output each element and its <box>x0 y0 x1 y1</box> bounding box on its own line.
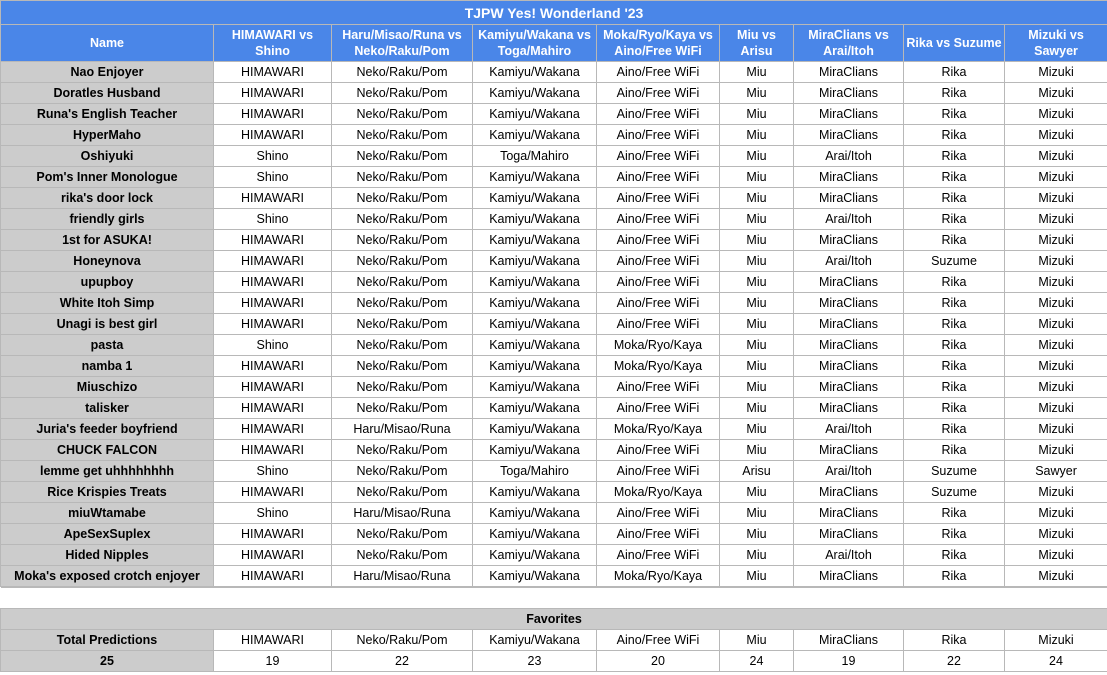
table-row <box>1 566 1107 587</box>
prediction-cell[interactable]: MiraClians <box>794 524 904 545</box>
prediction-cell[interactable]: HIMAWARI <box>214 83 332 104</box>
total-predictions-count[interactable]: 25 <box>1 651 214 672</box>
prediction-cell[interactable]: Kamiyu/Wakana <box>473 566 597 587</box>
predictor-name-cell[interactable]: Miuschizo <box>1 377 214 398</box>
prediction-cell[interactable]: Rika <box>904 62 1005 83</box>
prediction-cell[interactable]: Neko/Raku/Pom <box>332 62 473 83</box>
prediction-cell[interactable]: Miu <box>720 272 794 293</box>
prediction-cell[interactable]: Neko/Raku/Pom <box>332 293 473 314</box>
prediction-cell[interactable]: MiraClians <box>794 356 904 377</box>
prediction-cell[interactable]: Mizuki <box>1005 314 1107 335</box>
prediction-cell[interactable]: Kamiyu/Wakana <box>473 356 597 377</box>
table-row <box>1 398 1107 419</box>
prediction-cell[interactable]: Rika <box>904 545 1005 566</box>
prediction-cell[interactable]: Aino/Free WiFi <box>597 188 720 209</box>
prediction-cell[interactable]: Rika <box>904 356 1005 377</box>
prediction-cell[interactable]: Rika <box>904 314 1005 335</box>
prediction-cell[interactable]: Aino/Free WiFi <box>597 440 720 461</box>
prediction-cell[interactable]: Miu <box>720 167 794 188</box>
predictor-name-cell[interactable]: Nao Enjoyer <box>1 62 214 83</box>
prediction-cell[interactable]: Rika <box>904 167 1005 188</box>
prediction-cell[interactable]: Mizuki <box>1005 230 1107 251</box>
prediction-cell[interactable]: Neko/Raku/Pom <box>332 146 473 167</box>
favorites-row <box>1 630 1107 651</box>
prediction-cell[interactable]: Moka/Ryo/Kaya <box>597 566 720 587</box>
sheet-title: TJPW Yes! Wonderland '23 <box>1 1 1107 25</box>
prediction-cell[interactable]: Arai/Itoh <box>794 545 904 566</box>
prediction-cell[interactable]: Kamiyu/Wakana <box>473 62 597 83</box>
favorite-count-cell[interactable]: 24 <box>1005 651 1107 672</box>
column-header-row <box>1 25 1107 62</box>
prediction-cell[interactable]: Kamiyu/Wakana <box>473 104 597 125</box>
prediction-cell[interactable]: HIMAWARI <box>214 440 332 461</box>
table-row <box>1 272 1107 293</box>
prediction-cell[interactable]: HIMAWARI <box>214 356 332 377</box>
prediction-cell[interactable]: Suzume <box>904 482 1005 503</box>
table-row <box>1 419 1107 440</box>
prediction-cell[interactable]: Neko/Raku/Pom <box>332 125 473 146</box>
prediction-cell[interactable]: Miu <box>720 209 794 230</box>
prediction-cell[interactable]: Shino <box>214 335 332 356</box>
table-row <box>1 83 1107 104</box>
prediction-cell[interactable]: Rika <box>904 377 1005 398</box>
prediction-cell[interactable]: Miu <box>720 440 794 461</box>
prediction-cell[interactable]: Rika <box>904 293 1005 314</box>
prediction-cell[interactable]: Miu <box>720 230 794 251</box>
prediction-cell[interactable]: Kamiyu/Wakana <box>473 230 597 251</box>
table-row <box>1 125 1107 146</box>
favorite-cell[interactable]: Kamiyu/Wakana <box>473 630 597 651</box>
prediction-cell[interactable]: Rika <box>904 230 1005 251</box>
table-row <box>1 524 1107 545</box>
prediction-cell[interactable]: HIMAWARI <box>214 293 332 314</box>
prediction-cell[interactable]: Mizuki <box>1005 566 1107 587</box>
table-row <box>1 545 1107 566</box>
prediction-cell[interactable]: Haru/Misao/Runa <box>332 503 473 524</box>
prediction-cell[interactable]: HIMAWARI <box>214 230 332 251</box>
favorite-cell[interactable]: Rika <box>904 630 1005 651</box>
prediction-cell[interactable]: Kamiyu/Wakana <box>473 314 597 335</box>
table-row <box>1 104 1107 125</box>
prediction-cell[interactable]: MiraClians <box>794 188 904 209</box>
prediction-cell[interactable]: Miu <box>720 251 794 272</box>
prediction-cell[interactable]: Aino/Free WiFi <box>597 314 720 335</box>
prediction-cell[interactable]: Aino/Free WiFi <box>597 461 720 482</box>
prediction-cell[interactable]: Sawyer <box>1005 461 1107 482</box>
prediction-cell[interactable]: HIMAWARI <box>214 482 332 503</box>
prediction-cell[interactable]: Aino/Free WiFi <box>597 230 720 251</box>
table-row <box>1 482 1107 503</box>
prediction-cell[interactable]: Miu <box>720 545 794 566</box>
predictor-name-cell[interactable]: upupboy <box>1 272 214 293</box>
column-header-match-4[interactable]: Moka/Ryo/Kaya vs Aino/Free WiFi <box>597 25 720 62</box>
prediction-cell[interactable]: Neko/Raku/Pom <box>332 356 473 377</box>
prediction-cell[interactable]: HIMAWARI <box>214 377 332 398</box>
prediction-cell[interactable]: Rika <box>904 419 1005 440</box>
favorite-count-cell[interactable]: 24 <box>720 651 794 672</box>
prediction-cell[interactable]: Kamiyu/Wakana <box>473 482 597 503</box>
prediction-cell[interactable]: Shino <box>214 146 332 167</box>
prediction-cell[interactable]: Mizuki <box>1005 524 1107 545</box>
prediction-cell[interactable]: Miu <box>720 104 794 125</box>
prediction-cell[interactable]: Miu <box>720 524 794 545</box>
column-header-match-7[interactable]: Rika vs Suzume <box>904 25 1005 62</box>
prediction-cell[interactable]: Toga/Mahiro <box>473 461 597 482</box>
prediction-cell[interactable]: MiraClians <box>794 293 904 314</box>
table-row <box>1 314 1107 335</box>
prediction-cell[interactable]: Miu <box>720 293 794 314</box>
prediction-cell[interactable]: Mizuki <box>1005 398 1107 419</box>
prediction-cell[interactable]: Kamiyu/Wakana <box>473 83 597 104</box>
predictor-name-cell[interactable]: White Itoh Simp <box>1 293 214 314</box>
prediction-cell[interactable]: Suzume <box>904 251 1005 272</box>
prediction-cell[interactable]: Aino/Free WiFi <box>597 272 720 293</box>
prediction-cell[interactable]: Rika <box>904 125 1005 146</box>
prediction-cell[interactable]: MiraClians <box>794 482 904 503</box>
prediction-cell[interactable]: Miu <box>720 335 794 356</box>
prediction-cell[interactable]: HIMAWARI <box>214 188 332 209</box>
favorites-header[interactable]: Favorites <box>1 609 1107 630</box>
table-row <box>1 167 1107 188</box>
prediction-cell[interactable]: Neko/Raku/Pom <box>332 230 473 251</box>
table-row <box>1 377 1107 398</box>
prediction-cell[interactable]: Rika <box>904 503 1005 524</box>
predictor-name-cell[interactable]: Honeynova <box>1 251 214 272</box>
prediction-cell[interactable]: Miu <box>720 398 794 419</box>
predictor-name-cell[interactable]: pasta <box>1 335 214 356</box>
predictor-name-cell[interactable]: rika's door lock <box>1 188 214 209</box>
prediction-cell[interactable]: Arai/Itoh <box>794 461 904 482</box>
prediction-cell[interactable]: HIMAWARI <box>214 419 332 440</box>
prediction-cell[interactable]: Rika <box>904 83 1005 104</box>
table-row <box>1 461 1107 482</box>
prediction-cell[interactable]: MiraClians <box>794 440 904 461</box>
favorite-count-cell[interactable]: 22 <box>332 651 473 672</box>
prediction-cell[interactable]: Aino/Free WiFi <box>597 524 720 545</box>
prediction-cell[interactable]: MiraClians <box>794 335 904 356</box>
prediction-cell[interactable]: MiraClians <box>794 272 904 293</box>
prediction-cell[interactable]: Miu <box>720 188 794 209</box>
favorite-count-cell[interactable]: 23 <box>473 651 597 672</box>
prediction-cell[interactable]: Neko/Raku/Pom <box>332 545 473 566</box>
prediction-cell[interactable]: Aino/Free WiFi <box>597 209 720 230</box>
predictions-body <box>1 62 1107 587</box>
table-row <box>1 230 1107 251</box>
prediction-cell[interactable]: Neko/Raku/Pom <box>332 314 473 335</box>
prediction-cell[interactable]: Aino/Free WiFi <box>597 146 720 167</box>
prediction-cell[interactable]: Mizuki <box>1005 377 1107 398</box>
predictor-name-cell[interactable]: Rice Krispies Treats <box>1 482 214 503</box>
prediction-cell[interactable]: Neko/Raku/Pom <box>332 83 473 104</box>
favorite-count-cell[interactable]: 22 <box>904 651 1005 672</box>
predictor-name-cell[interactable]: Oshiyuki <box>1 146 214 167</box>
predictor-name-cell[interactable]: namba 1 <box>1 356 214 377</box>
prediction-cell[interactable]: Shino <box>214 209 332 230</box>
prediction-cell[interactable]: Miu <box>720 482 794 503</box>
prediction-cell[interactable]: Haru/Misao/Runa <box>332 566 473 587</box>
prediction-cell[interactable]: Mizuki <box>1005 293 1107 314</box>
prediction-cell[interactable]: HIMAWARI <box>214 62 332 83</box>
prediction-cell[interactable]: Miu <box>720 503 794 524</box>
prediction-cell[interactable]: Kamiyu/Wakana <box>473 188 597 209</box>
prediction-cell[interactable]: Kamiyu/Wakana <box>473 125 597 146</box>
favorite-cell[interactable]: Mizuki <box>1005 630 1107 651</box>
prediction-cell[interactable]: Kamiyu/Wakana <box>473 440 597 461</box>
prediction-cell[interactable]: Miu <box>720 125 794 146</box>
prediction-cell[interactable]: Aino/Free WiFi <box>597 398 720 419</box>
prediction-cell[interactable]: Neko/Raku/Pom <box>332 377 473 398</box>
prediction-cell[interactable]: Haru/Misao/Runa <box>332 419 473 440</box>
prediction-cell[interactable]: HIMAWARI <box>214 566 332 587</box>
prediction-cell[interactable]: Shino <box>214 167 332 188</box>
prediction-cell[interactable]: MiraClians <box>794 314 904 335</box>
predictor-name-cell[interactable]: 1st for ASUKA! <box>1 230 214 251</box>
favorite-cell[interactable]: HIMAWARI <box>214 630 332 651</box>
favorite-cell[interactable]: MiraClians <box>794 630 904 651</box>
prediction-cell[interactable]: Neko/Raku/Pom <box>332 482 473 503</box>
prediction-cell[interactable]: Toga/Mahiro <box>473 146 597 167</box>
prediction-cell[interactable]: Shino <box>214 461 332 482</box>
prediction-cell[interactable]: Neko/Raku/Pom <box>332 104 473 125</box>
prediction-cell[interactable]: Mizuki <box>1005 125 1107 146</box>
table-row <box>1 293 1107 314</box>
prediction-cell[interactable]: MiraClians <box>794 398 904 419</box>
prediction-cell[interactable]: Miu <box>720 83 794 104</box>
prediction-cell[interactable]: MiraClians <box>794 167 904 188</box>
prediction-cell[interactable]: Mizuki <box>1005 272 1107 293</box>
predictor-name-cell[interactable]: CHUCK FALCON <box>1 440 214 461</box>
prediction-cell[interactable]: Moka/Ryo/Kaya <box>597 482 720 503</box>
prediction-cell[interactable]: Neko/Raku/Pom <box>332 335 473 356</box>
column-header-name[interactable]: Name <box>1 25 214 62</box>
prediction-cell[interactable]: Miu <box>720 356 794 377</box>
prediction-cell[interactable]: MiraClians <box>794 377 904 398</box>
prediction-cell[interactable]: Rika <box>904 209 1005 230</box>
predictor-name-cell[interactable]: ApeSexSuplex <box>1 524 214 545</box>
prediction-cell[interactable]: HIMAWARI <box>214 104 332 125</box>
prediction-cell[interactable]: Miu <box>720 419 794 440</box>
prediction-cell[interactable]: Neko/Raku/Pom <box>332 209 473 230</box>
prediction-cell[interactable]: Mizuki <box>1005 335 1107 356</box>
prediction-cell[interactable]: Kamiyu/Wakana <box>473 167 597 188</box>
prediction-cell[interactable]: Mizuki <box>1005 209 1107 230</box>
prediction-cell[interactable]: Neko/Raku/Pom <box>332 272 473 293</box>
prediction-cell[interactable]: MiraClians <box>794 104 904 125</box>
prediction-cell[interactable]: Miu <box>720 314 794 335</box>
prediction-cell[interactable]: HIMAWARI <box>214 545 332 566</box>
prediction-cell[interactable]: Mizuki <box>1005 104 1107 125</box>
prediction-cell[interactable]: MiraClians <box>794 125 904 146</box>
prediction-cell[interactable]: Aino/Free WiFi <box>597 545 720 566</box>
prediction-cell[interactable]: Aino/Free WiFi <box>597 293 720 314</box>
prediction-cell[interactable]: Rika <box>904 146 1005 167</box>
prediction-cell[interactable]: Kamiyu/Wakana <box>473 398 597 419</box>
prediction-cell[interactable]: Kamiyu/Wakana <box>473 251 597 272</box>
prediction-cell[interactable]: Aino/Free WiFi <box>597 62 720 83</box>
prediction-cell[interactable]: Moka/Ryo/Kaya <box>597 335 720 356</box>
prediction-cell[interactable]: Mizuki <box>1005 419 1107 440</box>
favorite-count-cell[interactable]: 19 <box>794 651 904 672</box>
table-row <box>1 503 1107 524</box>
predictor-name-cell[interactable]: friendly girls <box>1 209 214 230</box>
prediction-cell[interactable]: Arisu <box>720 461 794 482</box>
prediction-cell[interactable]: Aino/Free WiFi <box>597 83 720 104</box>
spacer-row <box>1 588 1107 609</box>
prediction-cell[interactable]: HIMAWARI <box>214 524 332 545</box>
predictor-name-cell[interactable]: HyperMaho <box>1 125 214 146</box>
favorite-count-cell[interactable]: 20 <box>597 651 720 672</box>
prediction-cell[interactable]: Kamiyu/Wakana <box>473 209 597 230</box>
prediction-cell[interactable]: Neko/Raku/Pom <box>332 167 473 188</box>
prediction-cell[interactable]: Miu <box>720 566 794 587</box>
prediction-cell[interactable]: Arai/Itoh <box>794 251 904 272</box>
prediction-cell[interactable]: HIMAWARI <box>214 251 332 272</box>
predictor-name-cell[interactable]: talisker <box>1 398 214 419</box>
table-row <box>1 209 1107 230</box>
prediction-cell[interactable]: Rika <box>904 398 1005 419</box>
prediction-cell[interactable]: Mizuki <box>1005 167 1107 188</box>
prediction-cell[interactable]: Miu <box>720 377 794 398</box>
prediction-cell[interactable]: Aino/Free WiFi <box>597 125 720 146</box>
counts-row <box>1 651 1107 672</box>
table-row <box>1 188 1107 209</box>
predictor-name-cell[interactable]: Runa's English Teacher <box>1 104 214 125</box>
prediction-cell[interactable]: Mizuki <box>1005 62 1107 83</box>
prediction-cell[interactable]: MiraClians <box>794 230 904 251</box>
prediction-cell[interactable]: Mizuki <box>1005 188 1107 209</box>
prediction-cell[interactable]: Aino/Free WiFi <box>597 251 720 272</box>
prediction-cell[interactable]: Rika <box>904 335 1005 356</box>
table-row <box>1 335 1107 356</box>
prediction-cell[interactable]: Rika <box>904 104 1005 125</box>
prediction-cell[interactable]: Neko/Raku/Pom <box>332 398 473 419</box>
column-header-match-8[interactable]: Mizuki vs Sawyer <box>1005 25 1107 62</box>
prediction-cell[interactable]: MiraClians <box>794 62 904 83</box>
prediction-cell[interactable]: Shino <box>214 503 332 524</box>
prediction-cell[interactable]: Kamiyu/Wakana <box>473 272 597 293</box>
column-header-match-5[interactable]: Miu vs Arisu <box>720 25 794 62</box>
prediction-cell[interactable]: Miu <box>720 146 794 167</box>
predictor-name-cell[interactable]: Hided Nipples <box>1 545 214 566</box>
prediction-cell[interactable]: Mizuki <box>1005 503 1107 524</box>
prediction-cell[interactable]: Mizuki <box>1005 83 1107 104</box>
prediction-cell[interactable]: Kamiyu/Wakana <box>473 545 597 566</box>
prediction-cell[interactable]: Mizuki <box>1005 482 1107 503</box>
prediction-cell[interactable]: Kamiyu/Wakana <box>473 335 597 356</box>
favorite-cell[interactable]: Aino/Free WiFi <box>597 630 720 651</box>
prediction-cell[interactable]: Neko/Raku/Pom <box>332 461 473 482</box>
favorite-cell[interactable]: Neko/Raku/Pom <box>332 630 473 651</box>
prediction-cell[interactable]: Rika <box>904 566 1005 587</box>
prediction-cell[interactable]: Rika <box>904 524 1005 545</box>
prediction-cell[interactable]: HIMAWARI <box>214 272 332 293</box>
prediction-cell[interactable]: Arai/Itoh <box>794 209 904 230</box>
prediction-cell[interactable]: Kamiyu/Wakana <box>473 377 597 398</box>
prediction-cell[interactable]: Miu <box>720 62 794 83</box>
prediction-cell[interactable]: Kamiyu/Wakana <box>473 419 597 440</box>
prediction-cell[interactable]: Kamiyu/Wakana <box>473 503 597 524</box>
prediction-cell[interactable]: Mizuki <box>1005 251 1107 272</box>
predictor-name-cell[interactable]: lemme get uhhhhhhhh <box>1 461 214 482</box>
column-header-match-1[interactable]: HIMAWARI vs Shino <box>214 25 332 62</box>
column-header-match-2[interactable]: Haru/Misao/Runa vs Neko/Raku/Pom <box>332 25 473 62</box>
predictor-name-cell[interactable]: Pom's Inner Monologue <box>1 167 214 188</box>
predictor-name-cell[interactable]: miuWtamabe <box>1 503 214 524</box>
table-row <box>1 440 1107 461</box>
column-header-match-6[interactable]: MiraClians vs Arai/Itoh <box>794 25 904 62</box>
predictor-name-cell[interactable]: Unagi is best girl <box>1 314 214 335</box>
prediction-cell[interactable]: Aino/Free WiFi <box>597 104 720 125</box>
prediction-cell[interactable]: MiraClians <box>794 503 904 524</box>
favorite-cell[interactable]: Miu <box>720 630 794 651</box>
prediction-cell[interactable]: HIMAWARI <box>214 125 332 146</box>
prediction-cell[interactable]: Rika <box>904 440 1005 461</box>
table-row <box>1 356 1107 377</box>
prediction-cell[interactable]: Mizuki <box>1005 356 1107 377</box>
prediction-cell[interactable]: Kamiyu/Wakana <box>473 524 597 545</box>
prediction-cell[interactable]: Rika <box>904 272 1005 293</box>
prediction-cell[interactable]: Moka/Ryo/Kaya <box>597 419 720 440</box>
prediction-cell[interactable]: Neko/Raku/Pom <box>332 251 473 272</box>
table-row <box>1 251 1107 272</box>
prediction-cell[interactable]: Mizuki <box>1005 146 1107 167</box>
prediction-cell[interactable]: Aino/Free WiFi <box>597 503 720 524</box>
favorite-count-cell[interactable]: 19 <box>214 651 332 672</box>
prediction-cell[interactable]: Arai/Itoh <box>794 146 904 167</box>
predictor-name-cell[interactable]: Moka's exposed crotch enjoyer <box>1 566 214 587</box>
column-header-match-3[interactable]: Kamiyu/Wakana vs Toga/Mahiro <box>473 25 597 62</box>
prediction-cell[interactable]: Moka/Ryo/Kaya <box>597 356 720 377</box>
prediction-cell[interactable]: Suzume <box>904 461 1005 482</box>
prediction-cell[interactable]: Aino/Free WiFi <box>597 167 720 188</box>
prediction-cell[interactable]: Mizuki <box>1005 545 1107 566</box>
predictor-name-cell[interactable]: Doratles Husband <box>1 83 214 104</box>
prediction-cell[interactable]: Neko/Raku/Pom <box>332 524 473 545</box>
prediction-cell[interactable]: Rika <box>904 188 1005 209</box>
prediction-cell[interactable]: Neko/Raku/Pom <box>332 440 473 461</box>
prediction-cell[interactable]: Neko/Raku/Pom <box>332 188 473 209</box>
predictor-name-cell[interactable]: Juria's feeder boyfriend <box>1 419 214 440</box>
prediction-cell[interactable]: MiraClians <box>794 566 904 587</box>
table-row <box>1 62 1107 83</box>
prediction-cell[interactable]: Kamiyu/Wakana <box>473 293 597 314</box>
prediction-cell[interactable]: Arai/Itoh <box>794 419 904 440</box>
prediction-cell[interactable]: HIMAWARI <box>214 398 332 419</box>
table-row <box>1 146 1107 167</box>
prediction-cell[interactable]: MiraClians <box>794 83 904 104</box>
prediction-cell[interactable]: HIMAWARI <box>214 314 332 335</box>
summary-table <box>0 587 1107 672</box>
total-predictions-label[interactable]: Total Predictions <box>1 630 214 651</box>
prediction-cell[interactable]: Mizuki <box>1005 440 1107 461</box>
prediction-cell[interactable]: Aino/Free WiFi <box>597 377 720 398</box>
